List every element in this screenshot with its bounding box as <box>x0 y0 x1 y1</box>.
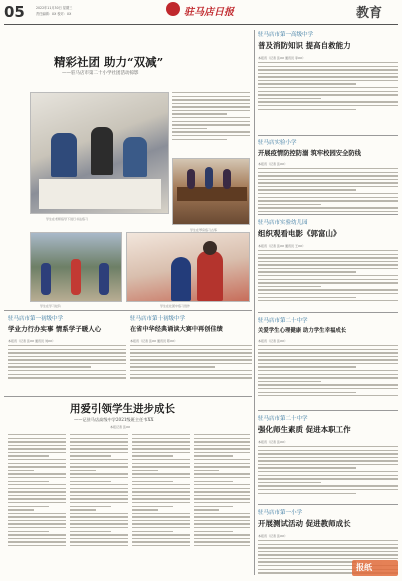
article-kicker: 驻马店市第二十中学 <box>258 318 308 324</box>
article-divider <box>258 135 398 136</box>
feature-body <box>70 434 128 574</box>
column-rule <box>254 30 255 575</box>
article-byline: 本报讯（记者 张XX） <box>258 534 288 538</box>
article-headline: 组织观看电影《郭富山》 <box>258 229 341 238</box>
article-kindergarten-film <box>258 218 398 314</box>
article-body <box>258 168 398 224</box>
article-kicker: 驻马店市第二十中学 <box>258 416 308 422</box>
article-byline: 本报讯（记者 张XX 通讯员 李XX） <box>258 56 306 60</box>
watermark-stamp <box>352 560 398 576</box>
section-divider <box>4 310 252 311</box>
article-classics-recital <box>130 314 252 391</box>
section-title: 教育 <box>356 6 383 21</box>
article-divider <box>258 312 398 313</box>
photo-caption: 学生在琴房练习古筝 <box>190 228 218 232</box>
article-body <box>8 345 126 391</box>
newspaper-logo-icon <box>166 2 180 16</box>
lead-title: 精彩社团 助力“双减” <box>54 55 164 69</box>
photo-calligraphy <box>30 92 169 214</box>
paper-name: 驻马店日报 <box>184 7 234 18</box>
article-byline: 本报讯（记者 张XX） <box>258 339 288 343</box>
article-headline: 普及消防知识 提高自救能力 <box>258 41 351 50</box>
date-line: 2022年11月30日 星期三 <box>36 6 73 10</box>
photo-caption: 学生在老师指导下进行书法练习 <box>46 217 89 221</box>
article-byline: 本报讯（记者 张XX 通讯员 陈XX） <box>130 339 178 343</box>
article-headline: 开展测试活动 促进教师成长 <box>258 519 351 528</box>
article-body <box>130 345 252 391</box>
article-kicker: 驻马店市第十初级中学 <box>130 316 186 322</box>
photo-caption: 学生在学习扯铃 <box>40 304 62 308</box>
feature-subtitle: ——记驻马店高级中学2021级班主任韦XX <box>74 417 154 422</box>
feature-headline: 用爱引领学生进步成长 <box>70 403 175 415</box>
article-kicker: 驻马店市第一初级中学 <box>8 316 64 322</box>
article-body <box>258 446 398 506</box>
masthead <box>0 0 402 32</box>
article-divider <box>258 214 398 215</box>
article-body <box>258 345 398 411</box>
article-headline: 强化师生素质 促进本职工作 <box>258 425 351 434</box>
feature-byline: 本报记者 张XX <box>110 425 131 429</box>
editor-line: 责任编辑：XX 校对：XX <box>36 12 72 16</box>
photo-creation <box>126 232 250 302</box>
article-teacher-quality <box>258 414 398 506</box>
article-psych-health <box>258 316 398 411</box>
article-byline: 本报讯（记者 张XX） <box>258 162 288 166</box>
article-headline: 在省中华经典诵读大赛中再创佳绩 <box>130 326 223 333</box>
photo-caption: 学生在社团中练习创作 <box>160 304 191 308</box>
article-headline: 关爱学生心理健康 助力学生幸福成长 <box>258 328 347 334</box>
lead-subtitle: ——驻马店市第二十小学社团活动掠影 <box>62 71 139 76</box>
article-epidemic-safety <box>258 138 398 224</box>
feature-body <box>8 434 66 574</box>
article-kicker: 驻马店市实验幼儿园 <box>258 220 308 226</box>
feature-body <box>194 434 250 574</box>
article-kicker: 驻马店市第一高级中学 <box>258 32 314 38</box>
article-body <box>258 62 398 122</box>
article-fire-safety <box>258 30 398 122</box>
article-divider <box>258 504 398 505</box>
article-headline: 学业力行办实事 情系学子暖人心 <box>8 325 102 333</box>
article-byline: 本报讯（记者 张XX 通讯员 刘XX） <box>8 339 56 343</box>
article-byline: 本报讯（记者 张XX） <box>258 440 288 444</box>
article-byline: 本报讯（记者 张XX 通讯员 王XX） <box>258 244 306 248</box>
article-body <box>258 250 398 314</box>
photo-diabolo <box>30 232 122 302</box>
feature-body <box>132 434 190 574</box>
article-kicker: 驻马店实验小学 <box>258 140 297 146</box>
section-divider <box>4 396 252 397</box>
article-kicker: 驻马店市第一小学 <box>258 510 303 516</box>
article-first-middle-school <box>8 314 126 391</box>
masthead-rule <box>4 24 398 25</box>
article-headline: 开展疫情防控防溺 筑牢校园安全防线 <box>258 150 361 157</box>
photo-guzheng <box>172 158 250 225</box>
lead-body-text <box>172 92 250 154</box>
page-number: 05 <box>4 3 25 21</box>
watermark-text: 报纸 <box>356 563 372 572</box>
article-divider <box>258 410 398 411</box>
